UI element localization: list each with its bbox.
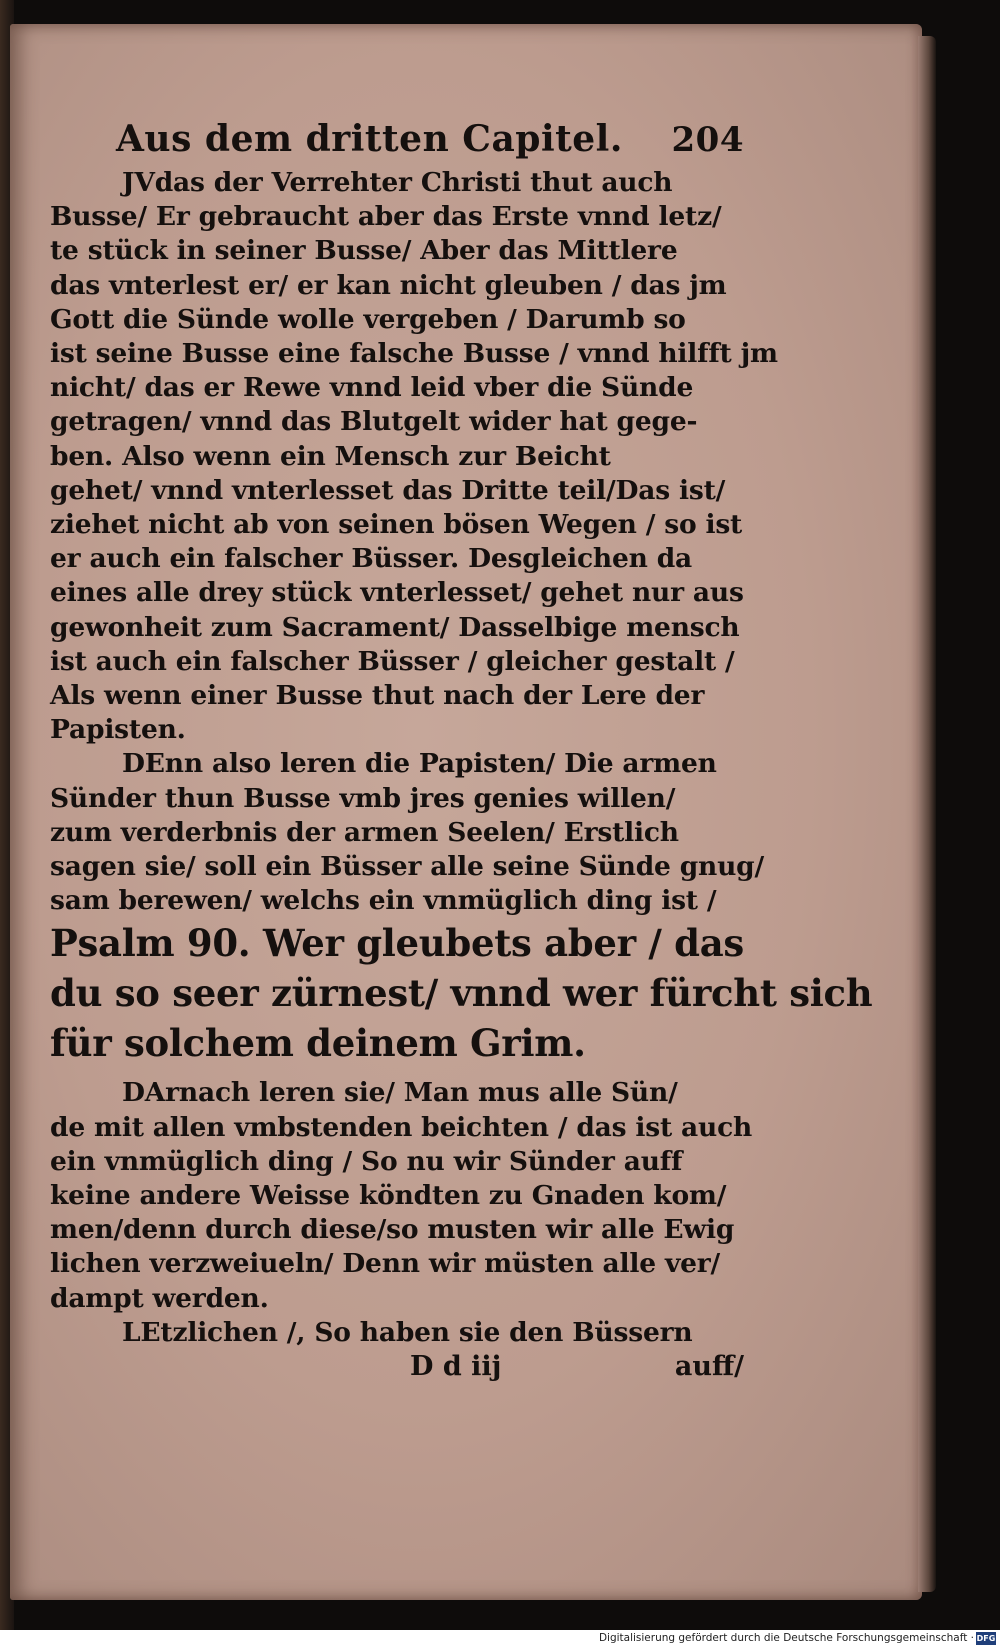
dfg-logo-icon: DFG (976, 1634, 996, 1643)
page-number: 204 (671, 120, 744, 160)
text-line: JVdas der Verrehter Christi thut auch (122, 167, 673, 198)
text-line: sam berewen/ welchs ein vnmüglich ding ist / (50, 885, 717, 917)
text-line: ist seine Busse eine falsche Busse / vnnd hilfft jm (50, 338, 778, 370)
text-line: de mit allen vmbstenden beichten / das ist auch (50, 1111, 753, 1143)
page-text-block (50, 118, 873, 1384)
text-line: gewonheit zum Sacrament/ Dasselbige mensch (50, 611, 740, 643)
text-line: Als wenn einer Busse thut nach der Lere der (50, 680, 705, 712)
text-line: das vnterlest er/ er kan nicht gleuben / das jm (50, 269, 727, 301)
text-line: Gott die Sünde wolle vergeben / Darumb so (50, 303, 686, 335)
paragraph-1 (50, 166, 778, 747)
quote-line: Psalm 90. Wer gleubets aber / das (50, 921, 744, 966)
catchword: auff/ (674, 1351, 744, 1383)
text-line: zum verderbnis der armen Seelen/ Erstlich (50, 816, 679, 848)
text-line: getragen/ vnnd das Blutgelt wider hat gege- (50, 406, 698, 438)
text-line: te stück in seiner Busse/ Aber das Mittlere (50, 235, 678, 267)
text-line: ben. Also wenn ein Mensch zur Beicht (50, 440, 611, 472)
paragraph-3 (50, 1076, 753, 1350)
quote-line: du so seer zürnest/ vnnd wer fürcht sich (50, 971, 873, 1016)
text-line: sagen sie/ soll ein Büsser alle seine Sünde gnug/ (50, 851, 764, 883)
text-line: keine andere Weisse köndten zu Gnaden kom/ (50, 1180, 727, 1212)
text-line: ziehet nicht ab von seinen bösen Wegen / so ist (50, 509, 743, 541)
signature-mark: D d iij (410, 1351, 502, 1383)
text-line: DEnn also leren die Papisten/ Die armen (122, 748, 717, 780)
text-line: men/denn durch diese/so musten wir alle Ewig (50, 1214, 735, 1246)
text-line: ein vnmüglich ding / So nu wir Sünder auff (50, 1145, 683, 1177)
text-line: eines alle drey stück vnterlesset/ gehet nur aus (50, 577, 744, 609)
text-line: Papisten. (50, 714, 186, 746)
funding-credit: Digitalisierung gefördert durch die Deutsche Forschungsgemeinschaft · (598, 1632, 974, 1644)
text-line: nicht/ das er Rewe vnnd leid vber die Sünde (50, 372, 694, 404)
running-title: Aus dem dritten Capitel. (116, 118, 623, 160)
text-line: Sünder thun Busse vmb jres genies willen/ (50, 782, 676, 814)
text-line: lichen verzweiueln/ Denn wir müsten alle ver/ (50, 1248, 721, 1280)
spacer (50, 1068, 750, 1076)
text-line: er auch ein falscher Büsser. Desgleichen da (50, 543, 693, 575)
page-edge-shadow (918, 36, 936, 1592)
page-header (116, 118, 750, 160)
quote-line: für solchem deinem Grim. (50, 1021, 586, 1066)
text-line: ist auch ein falscher Büsser / gleicher gestalt / (50, 645, 735, 677)
paragraph-2 (50, 747, 764, 918)
text-line: dampt werden. (50, 1282, 269, 1314)
text-line: LEtzlichen /, So haben sie den Büssern (122, 1316, 693, 1348)
catchline (50, 1350, 750, 1384)
psalm-quote (50, 918, 873, 1068)
text-line: Busse/ Er gebraucht aber das Erste vnnd letz/ (50, 201, 722, 233)
text-line: DArnach leren sie/ Man mus alle Sün/ (122, 1077, 678, 1109)
text-line: gehet/ vnnd vnterlesset das Dritte teil/Das ist/ (50, 474, 726, 506)
